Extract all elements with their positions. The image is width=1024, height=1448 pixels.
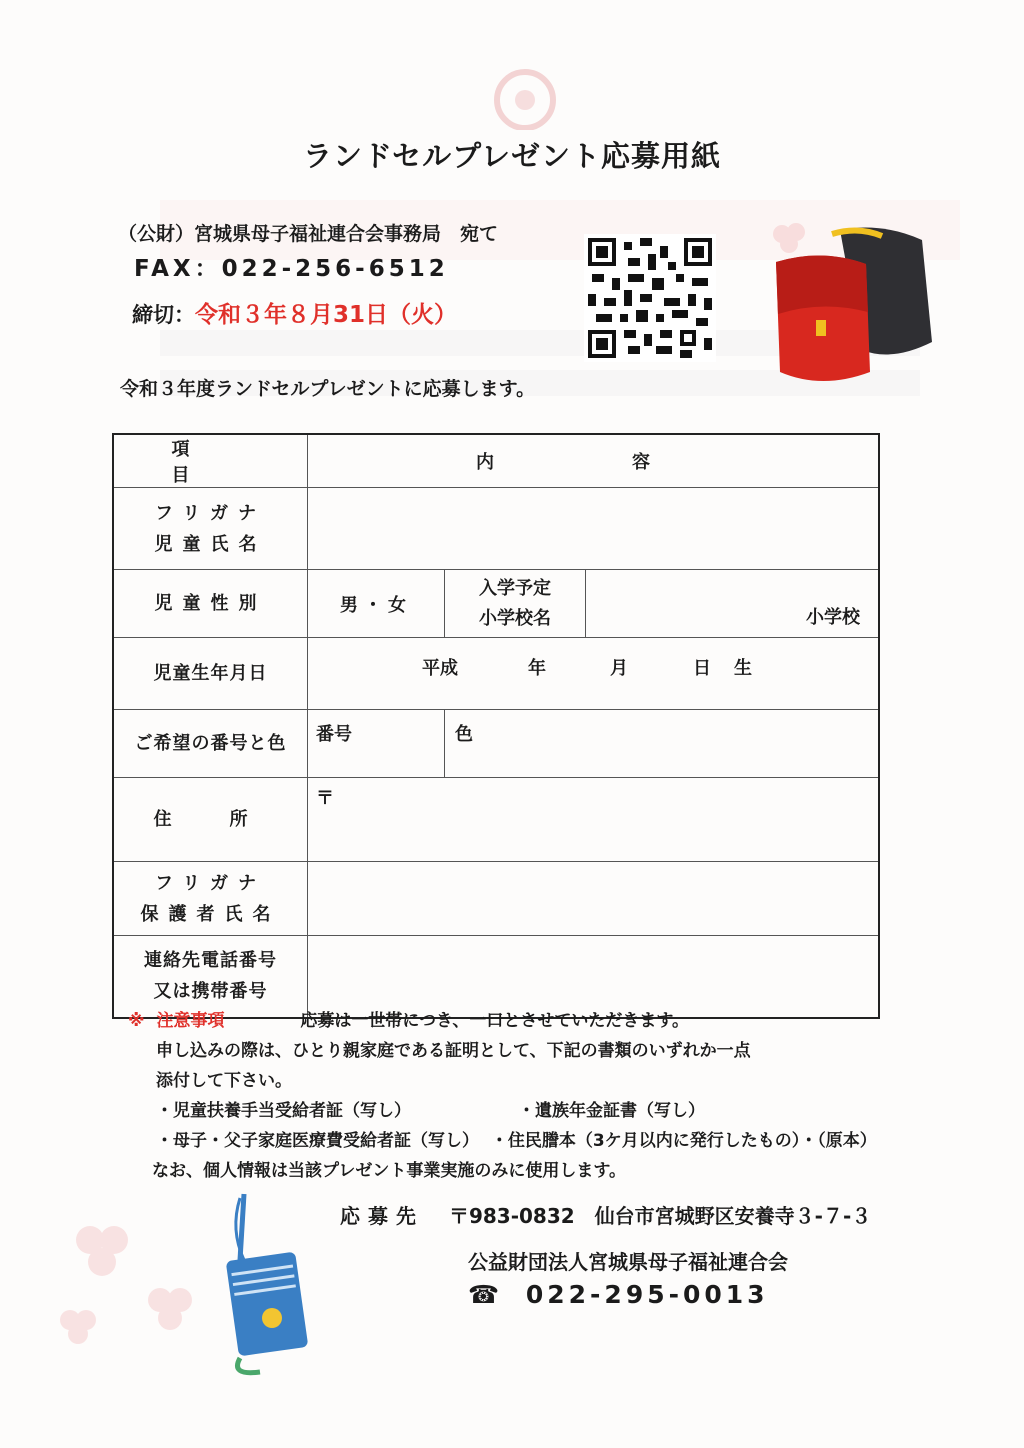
dest-label: 応募先 [340,1204,424,1228]
school-suffix: 小学校 [806,607,860,628]
gender-field[interactable]: 男・女 [308,570,445,638]
era-text: 平成 [422,657,458,679]
form-title: ランドセルプレゼント応募用紙 [303,139,721,173]
telephone [468,1280,769,1309]
guardian-name-field[interactable] [308,862,880,936]
deadline-label: 締切： [132,303,195,327]
school-label-1: 入学予定 [479,577,551,599]
deadline-value: 令和３年８月31日（火） [195,302,458,328]
child-name-field[interactable] [308,488,880,570]
guardian-name-text: 保護者氏名 [140,903,281,925]
year-text: 年 [528,657,546,679]
born-text: 生 [734,657,752,679]
organization-name: 公益財団法人宮城県母子福祉連合会 [468,1250,788,1274]
randoseru-illustration [762,222,940,390]
phone-label-1: 連絡先電話番号 [144,950,277,972]
birthdate-field[interactable] [308,638,880,710]
guardian-furigana-label: フリガナ [154,872,267,894]
name-tag-illustration [200,1190,320,1380]
gender-label: 児童性別 [113,570,308,638]
decor-top-illustration [470,60,580,130]
fax-number: FAX：022-256-6512 [134,256,449,282]
address-label: 住 所 [113,778,308,862]
school-field[interactable] [586,570,880,638]
qr-code-image[interactable] [584,234,716,362]
notes-text-4: なお、個人情報は当該プレゼント事業実施のみに使用します。 [152,1161,626,1181]
notes-text-3: 添付して下さい。 [156,1071,292,1091]
phone-label-2: 又は携帯番号 [153,981,268,1003]
notes-text-1: 応募は一世帯につき、一口とさせていただきます。 [300,1011,689,1031]
doc-item-2: ・遺族年金証書（写し） [518,1101,705,1121]
doc-item-3: ・母子・父子家庭医療費受給者証（写し） [156,1131,479,1151]
guardian-name-row [113,862,879,936]
child-name-row [113,488,879,570]
phone-icon: ☎ [468,1280,504,1309]
deadline [132,296,457,329]
month-text: 月 [610,657,628,679]
guardian-name-label [113,862,308,936]
birthdate-row [113,638,879,710]
choice-row [113,710,879,778]
child-name-text: 児童氏名 [154,533,267,555]
header-content: 内 容 [308,434,880,488]
gender-row [113,570,879,638]
notes-docs-row-1 [128,1096,877,1126]
notes-line-1 [128,1006,877,1036]
notes-title: 注意事項 [156,1011,225,1031]
doc-item-1: ・児童扶養手当受給者証（写し） [156,1101,411,1121]
doc-item-4: ・住民謄本（3ケ月以内に発行したもの）・（原本） [490,1131,877,1151]
color-label: 色 [455,724,473,745]
table-header-row [113,434,879,488]
choice-label: ご希望の番号と色 [113,710,308,778]
birthdate-label: 児童生年月日 [113,638,308,710]
notes-section [128,1006,877,1186]
destination [340,1200,871,1229]
number-label: 番号 [316,724,352,745]
postal-mark: 〒 [316,788,334,809]
telephone-number[interactable]: 022-295-0013 [525,1280,769,1309]
notes-docs-row-2 [128,1126,877,1156]
header-item: 項 目 [113,434,308,488]
intro-text: 令和３年度ランドセルプレゼントに応募します。 [120,378,536,400]
color-field[interactable] [445,710,880,778]
address-row [113,778,879,862]
address-field[interactable] [308,778,880,862]
dest-address: 〒983-0832 仙台市宮城野区安養寺３-７-３ [448,1204,872,1228]
number-field[interactable] [308,710,445,778]
furigana-label: フリガナ [154,502,267,524]
child-name-label [113,488,308,570]
notes-text-2: 申し込みの際は、ひとり親家庭である証明として、下記の書類のいずれか一点 [156,1041,751,1061]
school-label [445,570,586,638]
addressee: （公財）宮城県母子福祉連合会事務局 宛て [118,223,499,245]
application-form-table [112,433,880,1019]
day-text: 日 [693,657,711,679]
school-label-2: 小学校名 [479,607,551,629]
notes-marker: ※ [128,1011,145,1031]
